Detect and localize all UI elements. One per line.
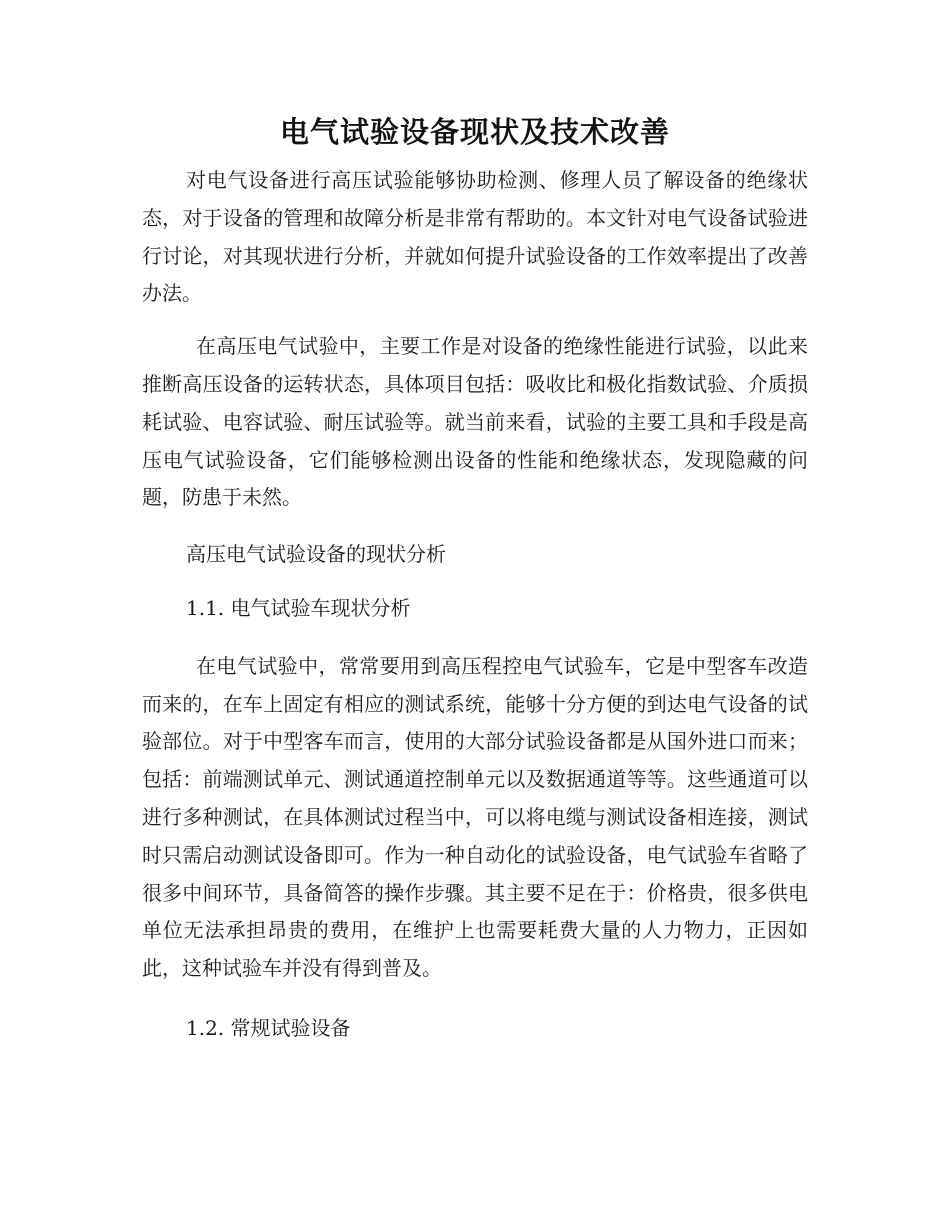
subsection-heading: 1.2. 常规试验设备	[186, 1015, 351, 1040]
body-paragraph: 在电气试验中，常常要用到高压程控电气试验车，它是中型客车改造而来的，在车上固定有相应的测试系统，能够十分方便的到达电气设备的试验部位。对于中型客车而言，使用的大部分试验设备都是从国外进口而来；包括：前端测试单元、测试通道控制单元以及数据通道等等。这些通道可以进行多种测试，在具体测试过程当中，可以将电缆与测试设备相连接，测试时只需启动测试设备即可。作为一种自动化的试验设备，电气试验车省略了很多中间环节，具备简答的操作步骤。其主要不足在于：价格贵，很多供电单位无法承担昂贵的费用，在维护上也需要耗费大量的人力物力，正因如此，这种试验车并没有得到普及。	[142, 653, 808, 981]
intro-paragraph: 对电气设备进行高压试验能够协助检测、修理人员了解设备的绝缘状态，对于设备的管理和故障分析是非常有帮助的。本文针对电气设备试验进行讨论，对其现状进行分析，并就如何提升试验设备的工作效率提出了改善办法。	[142, 168, 808, 306]
document-body	[142, 162, 808, 1048]
section-heading: 高压电气试验设备的现状分析	[186, 542, 446, 567]
subsection-heading: 1.1. 电气试验车现状分析	[186, 595, 411, 620]
document-title: 电气试验设备现状及技术改善	[279, 115, 670, 149]
body-paragraph: 在高压电气试验中，主要工作是对设备的绝缘性能进行试验，以此来推断高压设备的运转状态，具体项目包括：吸收比和极化指数试验、介质损耗试验、电容试验、耐压试验等。就当前来看，试验的主要工具和手段是高压电气试验设备，它们能够检测出设备的性能和绝缘状态，发现隐藏的问题，防患于未然。	[142, 334, 808, 510]
